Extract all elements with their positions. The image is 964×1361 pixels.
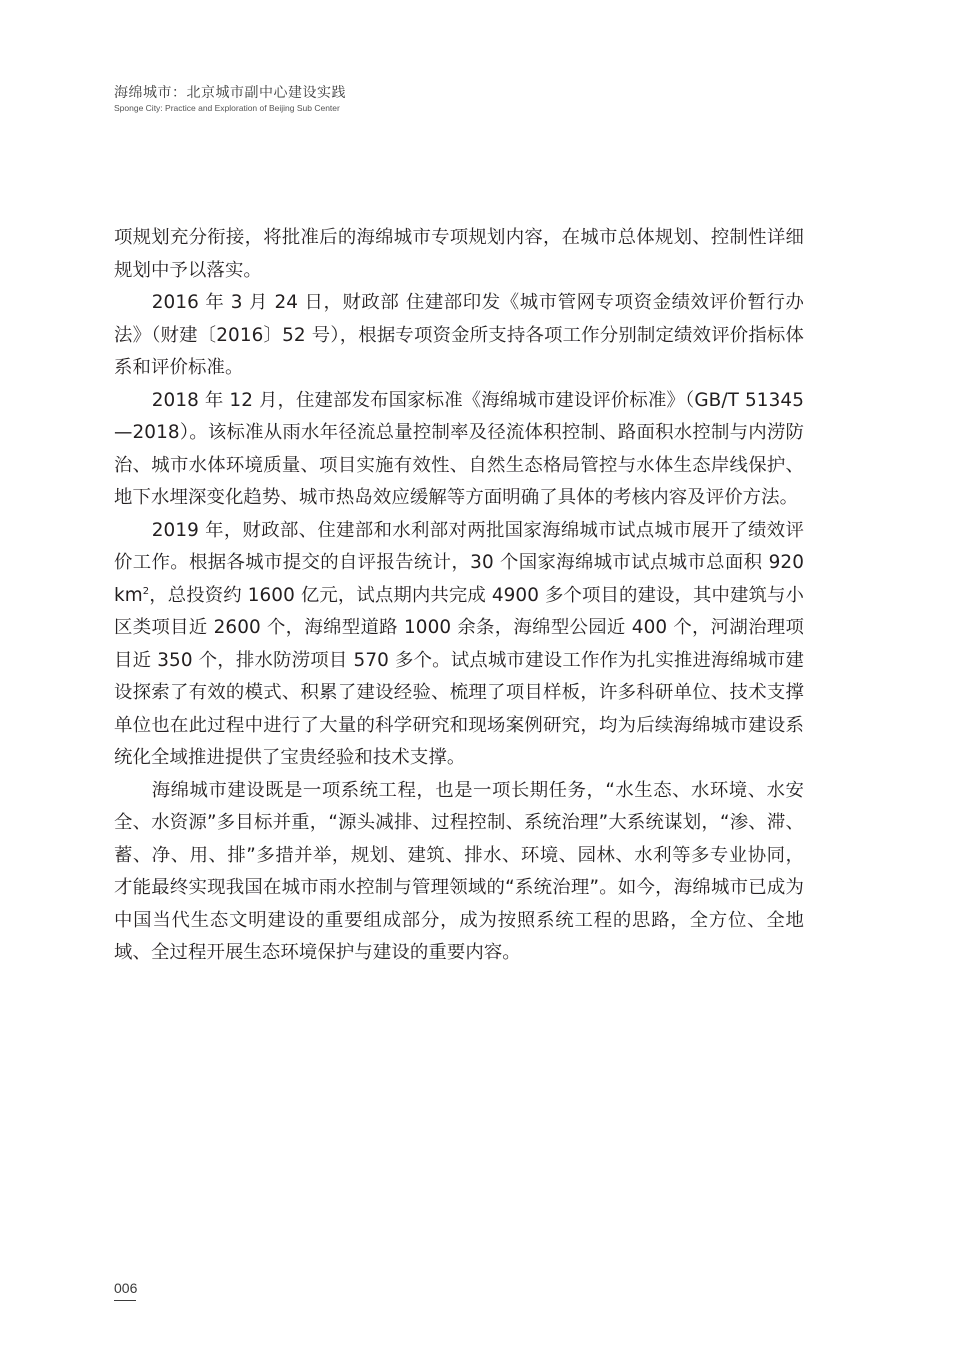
paragraph-5: 海绵城市建设既是一项系统工程，也是一项长期任务，“水生态、水环境、水安全、水资源”多目标并重，“源头减排、过程控制、系统治理”大系统谋划，“渗、滞、蓄、净、用、排”多措并举，规划、建筑、排水、环境、园林、水利等多专业协同，才能最终实现我国在城市雨水控制与管理领域的“系统治理”。如今，海绵城市已成为中国当代生态文明建设的重要组成部分，成为按照系统工程的思路，全方位、全地域、全过程开展生态环境保护与建设的重要内容。 <box>114 779 804 963</box>
body-text <box>114 222 804 970</box>
running-header <box>114 84 346 114</box>
paragraph-2: 2016 年 3 月 24 日，财政部 住建部印发《城市管网专项资金绩效评价暂行办法》（财建〔2016〕52 号），根据专项资金所支持各项工作分别制定绩效评价指标体系和评价标准。 <box>114 292 804 378</box>
page-number-underline <box>114 1300 136 1301</box>
book-title: 海绵城市：北京城市副中心建设实践 <box>114 85 346 101</box>
paragraph-1: 项规划充分衔接，将批准后的海绵城市专项规划内容，在城市总体规划、控制性详细规划中予以落实。 <box>114 227 804 281</box>
paragraph-4-part-1: 2019 年，财政部、住建部和水利部对两批国家海绵城市试点城市展开了绩效评价工作。根据各城市提交的自评报告统计，30 个国家海绵城市试点城市总面积 920 km <box>114 519 804 606</box>
page-number: 006 <box>114 1280 138 1296</box>
book-subtitle: Sponge City: Practice and Exploration of Beijing Sub Center <box>114 103 340 113</box>
paragraph-3: 2018 年 12 月，住建部发布国家标准《海绵城市建设评价标准》（GB/T 51345—2018）。该标准从雨水年径流总量控制率及径流体积控制、路面积水控制与内涝防治、城市水体环境质量、项目实施有效性、自然生态格局管控与水体生态岸线保护、地下水埋深变化趋势、城市热岛效应缓解等方面明确了具体的考核内容及评价方法。 <box>114 389 804 508</box>
superscript-2: 2 <box>142 585 150 597</box>
paragraph-4-part-2: ，总投资约 1600 亿元，试点期内共完成 4900 多个项目的建设，其中建筑与小区类项目近 2600 个，海绵型道路 1000 余条，海绵型公园近 400 个，河湖治理项目近 350 个，排水防涝项目 570 多个。试点城市建设工作作为扎实推进海绵城市建设探索了有效的模式、积累了建设经验、梳理了项目样板，许多科研单位、技术支撑单位也在此过程中进行了大量的科学研究和现场案例研究，均为后续海绵城市建设系统化全域推进提供了宝贵经验和技术支撑。 <box>114 584 804 768</box>
paragraph-4 <box>114 515 804 775</box>
